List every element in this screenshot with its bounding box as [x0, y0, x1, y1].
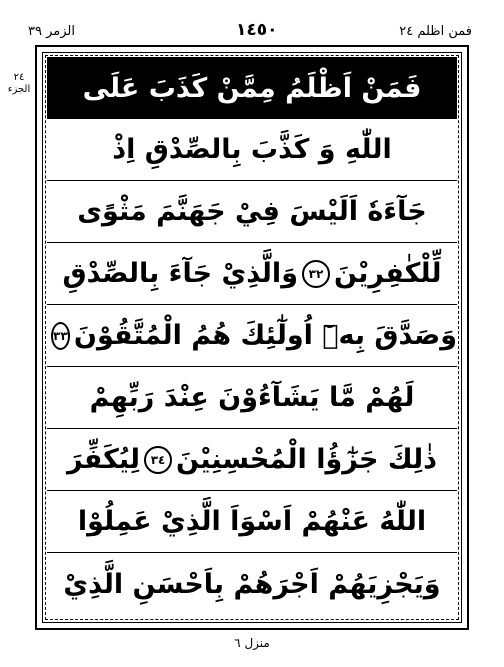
- text-block: [47, 57, 457, 618]
- verse-line-6: [47, 367, 457, 429]
- verse-line-4: [47, 243, 457, 305]
- margin-juz-marker: ٢٤ الجزء: [7, 72, 31, 95]
- line-text: وَصَدَّقَ بِهٖٓ اُولٰٓئِكَ هُمُ الْمُتَّقُوْنَ: [73, 320, 457, 351]
- verse-line-2: [47, 119, 457, 181]
- line-text: لَهُمْ مَّا يَشَآءُوْنَ عِنْدَ رَبِّهِمْ: [89, 382, 415, 413]
- ayah-marker: ٣٤: [144, 446, 172, 474]
- verse-line-5: [47, 305, 457, 367]
- verse-line-8: [47, 491, 457, 553]
- surah-label: الزمر ٣٩: [28, 24, 75, 39]
- line-text: لِيُكَفِّرَ: [66, 444, 141, 475]
- line-text: جَآءَهٗ اَلَيْسَ فِيْ جَهَنَّمَ مَثْوًى: [77, 196, 427, 227]
- ayah-marker: ٣٣: [51, 322, 70, 350]
- line-text: ذٰلِكَ جَزٰٓؤُا الْمُحْسِنِيْنَ: [176, 444, 438, 475]
- line-text: فَمَنْ اَظْلَمُ مِمَّنْ كَذَبَ عَلَى: [82, 72, 422, 104]
- ayah-marker: ٣٢: [302, 260, 330, 288]
- verse-line-3: [47, 181, 457, 243]
- line-text: لِّلْكٰفِرِيْنَ: [333, 258, 442, 289]
- line-text: وَالَّذِيْ جَآءَ بِالصِّدْقِ: [62, 258, 298, 289]
- verse-line-1: [47, 57, 457, 119]
- manzil-footer: منزل ٦: [234, 636, 270, 650]
- juz-name: فمن اظلم ٢٤: [399, 24, 472, 39]
- line-text: اللّٰهِ وَ كَذَّبَ بِالصِّدْقِ اِذْ: [112, 134, 392, 165]
- verse-line-7: [47, 429, 457, 491]
- page-number: ١٤٥٠: [236, 20, 278, 40]
- line-text: وَيَجْزِيَهُمْ اَجْرَهُمْ بِاَحْسَنِ الَّذِيْ: [63, 568, 441, 600]
- verse-line-9: [47, 553, 457, 615]
- line-text: اللّٰهُ عَنْهُمْ اَسْوَاَ الَّذِيْ عَمِلُوْا: [77, 506, 427, 537]
